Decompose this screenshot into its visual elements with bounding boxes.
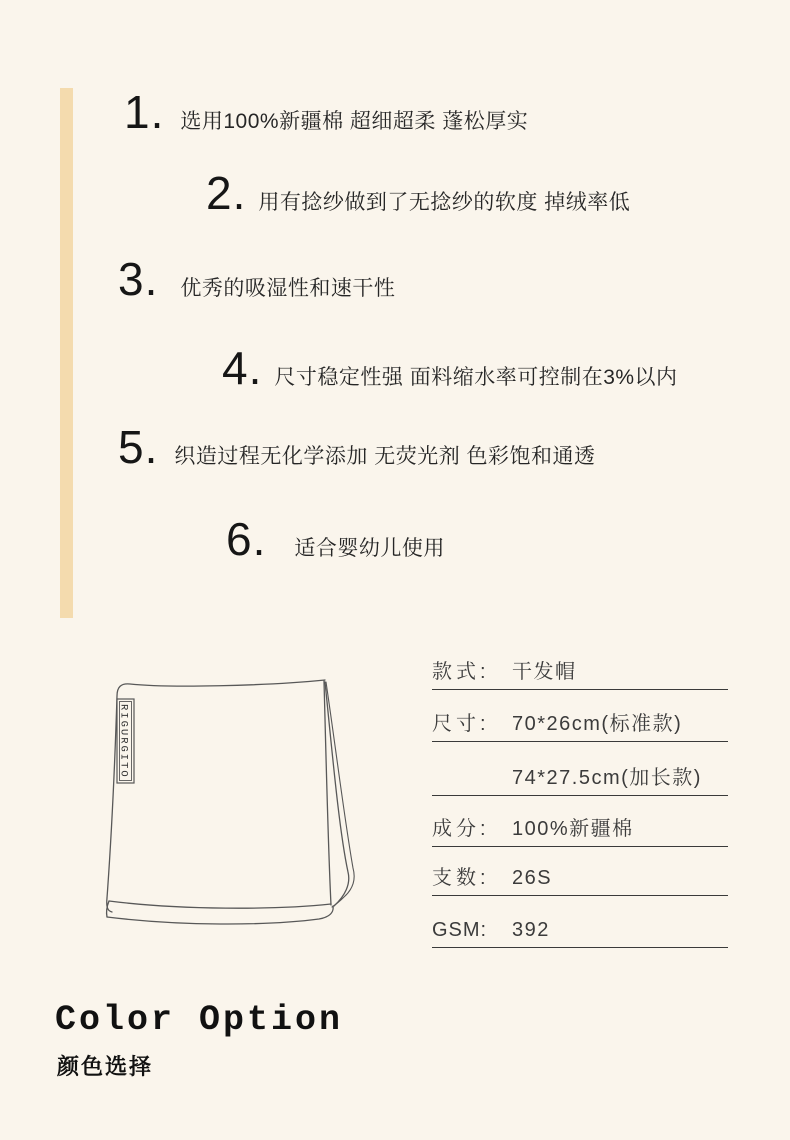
spec-value: 74*27.5cm(加长款)	[512, 767, 702, 789]
feature-item-1	[124, 86, 529, 138]
spec-value: 26S	[512, 867, 553, 889]
spec-label: 款式:	[432, 661, 490, 683]
spec-row-size	[432, 706, 728, 742]
spec-row-yarn-count	[432, 860, 728, 896]
spec-label: 尺寸:	[432, 713, 490, 735]
feature-item-2	[206, 167, 631, 219]
feature-text: 优秀的吸湿性和速干性	[180, 277, 396, 300]
feature-text: 尺寸稳定性强 面料缩水率可控制在3%以内	[274, 366, 678, 389]
spec-row-gsm	[432, 912, 728, 948]
spec-value: 392	[512, 919, 550, 941]
feature-item-5	[118, 421, 596, 473]
spec-row-composition	[432, 811, 728, 847]
feature-text: 织造过程无化学添加 无荧光剂 色彩饱和通透	[174, 445, 596, 468]
spec-label: GSM:	[432, 919, 488, 941]
feature-number: 5.	[118, 421, 159, 473]
spec-row-size-long	[432, 760, 728, 796]
feature-text: 用有捻纱做到了无捻纱的软度 掉绒率低	[258, 191, 631, 214]
feature-item-6	[226, 513, 445, 565]
feature-text: 选用100%新疆棉 超细超柔 蓬松厚实	[180, 110, 529, 133]
towel-sketch-illustration	[95, 665, 395, 955]
spec-value: 干发帽	[512, 661, 577, 683]
feature-number: 1.	[124, 86, 165, 138]
feature-number: 4.	[222, 342, 263, 394]
spec-label: 支数:	[432, 867, 490, 889]
brand-label-text: RIGURGITO	[117, 704, 130, 779]
spec-value: 100%新疆棉	[512, 818, 634, 840]
spec-row-style	[432, 654, 728, 690]
feature-number: 3.	[118, 253, 159, 305]
feature-item-4	[222, 342, 678, 394]
feature-text: 适合婴幼儿使用	[294, 537, 445, 560]
color-option-heading: Color Option	[55, 1000, 344, 1040]
feature-number: 6.	[226, 513, 267, 565]
accent-bar	[60, 88, 73, 618]
feature-item-3	[118, 253, 396, 305]
spec-label: 成分:	[432, 818, 490, 840]
color-option-subheading-cn: 颜色选择	[57, 1054, 154, 1079]
spec-value: 70*26cm(标准款)	[512, 713, 683, 735]
towel-drawing-svg	[95, 665, 395, 955]
feature-number: 2.	[206, 167, 247, 219]
